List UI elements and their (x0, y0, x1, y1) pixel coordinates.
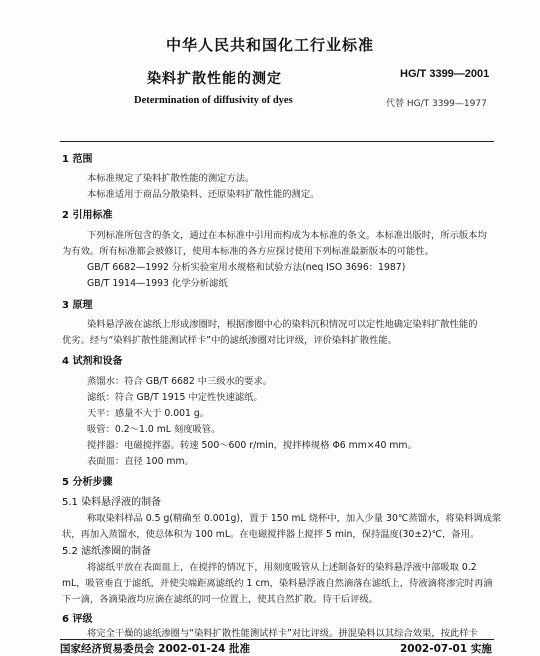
paragraph-line: 染料悬浮液在滤纸上形成渗圈时，根据渗圈中心的染料沉积情况可以定性地确定染料扩散性能的 (87, 319, 478, 330)
replaces-note: 代替 HG/T 3399—1977 (386, 99, 487, 109)
list-line: 表面皿：直径 100 mm。 (87, 456, 194, 467)
standard-type-header: 中华人民共和国化工行业标准 (165, 36, 374, 54)
section-heading: 2 引用标准 (62, 210, 113, 221)
paragraph-line: 下一滴，各滴染液均应滴在滤纸的同一位置上，使其自然扩散。待干后评级。 (62, 594, 379, 605)
paragraph-line: 本标准适用于商品分散染料、还原染料扩散性能的测定。 (87, 189, 320, 200)
section-heading: 6 评级 (62, 614, 93, 625)
paragraph-line: 将完全干燥的滤纸渗圈与“染料扩散性能测试样卡”对比评级。拼混染料以其综合效果，按此样卡 (87, 628, 478, 639)
standard-number: HG/T 3399—2001 (400, 68, 490, 80)
section-heading: 3 原理 (62, 300, 93, 311)
paragraph-line: 优劣。经与“染料扩散性能测试样卡”中的滤纸渗圈对比评级，评价染料扩散性能。 (62, 335, 398, 346)
document-title: 染料扩散性能的测定 (147, 71, 282, 87)
list-line: 蒸馏水：符合 GB/T 6682 中三级水的要求。 (87, 376, 273, 387)
implementation-date: 2002-07-01 实施 (400, 643, 492, 655)
paragraph-line: 为有效。所有标准都会被修订，使用本标准的各方应探讨使用下列标准最新版本的可能性。 (62, 246, 434, 257)
section-heading: 5 分析步骤 (62, 477, 113, 488)
title-divider (60, 141, 494, 142)
list-line: 滤纸：符合 GB/T 1915 中定性快速滤纸。 (87, 392, 263, 403)
subsection-heading: 5.2 滤纸渗圈的制备 (62, 546, 152, 557)
footer-divider (60, 639, 494, 640)
approval-date: 国家经济贸易委员会 2002-01-24 批准 (60, 643, 250, 655)
list-line: 搅拌器：电磁搅拌器。转速 500～600 r/min，搅拌棒规格 Φ6 mm×40 mm。 (87, 440, 417, 451)
paragraph-line: 状，再加入蒸馏水，使总体积为 100 mL。在电磁搅拌器上搅拌 5 min，保持温度(30±2)℃，备用。 (62, 529, 480, 540)
reference-line: GB/T 6682—1992 分析实验室用水规格和试验方法(neq ISO 3696：1987) (87, 262, 406, 273)
paragraph-line: 称取染料样品 0.5 g(精确至 0.001g)，置于 150 mL 烧杯中，加入少量 30℃蒸馏水，将染料调成浆 (87, 513, 502, 524)
list-line: 吸管：0.2～1.0 mL 刻度吸管。 (87, 424, 221, 435)
list-line: 天平：感量不大于 0.001 g。 (87, 408, 210, 419)
english-title: Determination of diffusivity of dyes (134, 95, 293, 106)
paragraph-line: 本标准规定了染料扩散性能的测定方法。 (87, 173, 255, 184)
section-heading: 4 试剂和设备 (62, 356, 123, 367)
reference-line: GB/T 1914—1993 化学分析滤纸 (87, 278, 228, 289)
section-heading: 1 范围 (62, 154, 93, 165)
paragraph-line: 下列标准所包含的条文，通过在本标准中引用而构成为本标准的条文。本标准出版时，所示版本均 (87, 230, 487, 241)
subsection-heading: 5.1 染料悬浮液的制备 (62, 497, 162, 508)
paragraph-line: mL，吸管垂直于滤纸，并使尖端距离滤纸约 1 cm，染料悬浮液自然滴落在滤纸上，待液滴将渗完时再滴 (62, 578, 493, 589)
paragraph-line: 将滤纸平放在表面皿上，在搅拌的情况下，用刻度吸管从上述制备好的染料悬浮液中部吸取 0.2 (87, 562, 477, 573)
